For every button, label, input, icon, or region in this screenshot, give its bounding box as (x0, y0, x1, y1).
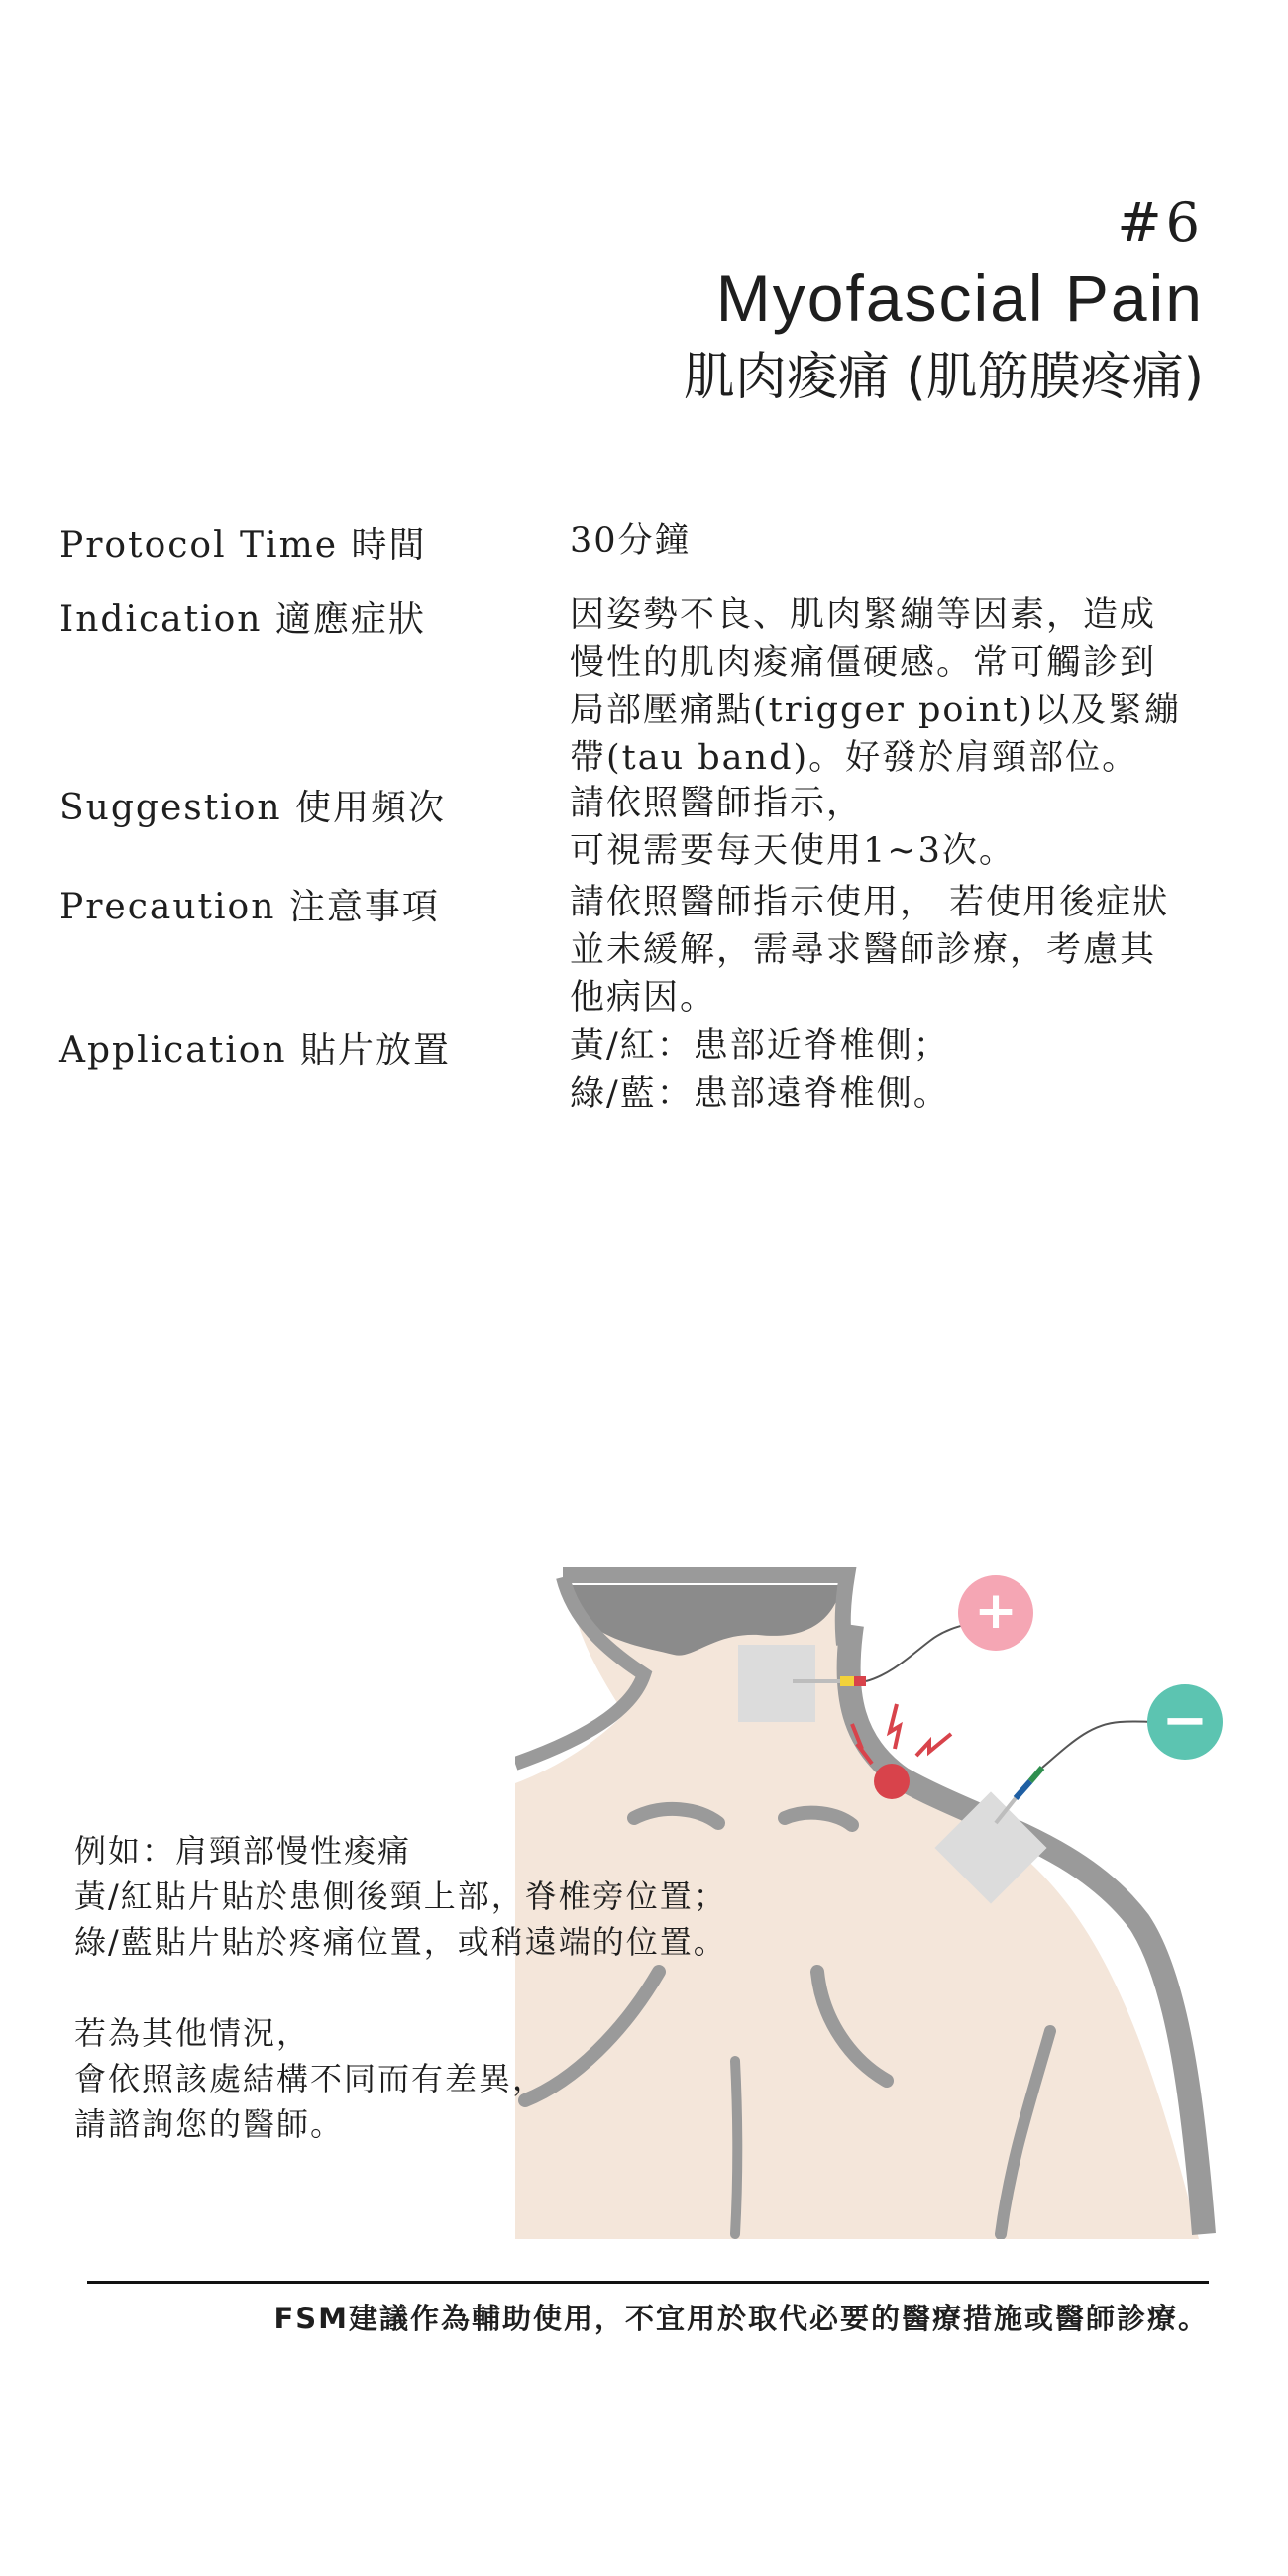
example-line: 會依照該處結構不同而有差異， (74, 2060, 547, 2097)
label-precaution: Precaution 注意事項 (59, 887, 440, 927)
blue-clip (1016, 1781, 1030, 1798)
pain-spark-icon (916, 1734, 951, 1756)
pain-point-icon (874, 1764, 910, 1799)
negative-symbol: − (1161, 1688, 1209, 1753)
value-application (570, 1022, 1283, 1118)
title-chinese: 肌肉痠痛 (肌筋膜疼痛) (683, 348, 1204, 407)
value-line: 慢性的肌肉痠痛僵硬感。常可觸診到 (570, 643, 1157, 683)
value-line: 局部壓痛點(trigger point)以及緊繃 (570, 691, 1181, 730)
protocol-number: #6 (1117, 191, 1204, 254)
value-line: 請依照醫師指示使用， 若使用後症狀 (570, 883, 1170, 922)
value-protocol-time (570, 517, 1283, 565)
example-line: 例如：肩頸部慢性痠痛 (74, 1832, 412, 1870)
muscle-line (735, 2061, 737, 2234)
spacer (74, 1965, 727, 2010)
value-line: 綠/藍：患部遠脊椎側。 (570, 1074, 950, 1114)
label-protocol-time: Protocol Time 時間 (59, 525, 427, 566)
value-precaution (570, 879, 1283, 1021)
value-line: 可視需要每天使用1~3次。 (570, 831, 1016, 871)
example-line: 黃/紅貼片貼於患側後頸上部，脊椎旁位置； (74, 1878, 727, 1915)
positive-symbol: + (974, 1581, 1018, 1641)
red-clip (854, 1676, 866, 1686)
yellow-clip (840, 1676, 854, 1686)
value-line: 並未緩解，需尋求醫師診療，考慮其 (570, 930, 1157, 970)
pain-spark-icon (890, 1704, 900, 1749)
value-line: 30分鐘 (570, 521, 692, 561)
divider (87, 2281, 1209, 2284)
page-header (684, 188, 1204, 412)
value-line: 請依照醫師指示， (570, 784, 864, 823)
value-indication (570, 591, 1283, 782)
example-line: 綠/藍貼片貼於疼痛位置，或稍遠端的位置。 (74, 1923, 727, 1961)
example-line: 若為其他情況， (74, 2014, 311, 2052)
label-suggestion: Suggestion 使用頻次 (59, 788, 447, 828)
value-line: 因姿勢不良、肌肉緊繃等因素，造成 (570, 595, 1157, 635)
value-line: 帶(tau band)。好發於肩頸部位。 (570, 738, 1139, 778)
example-line: 請諮詢您的醫師。 (74, 2105, 345, 2143)
green-clip (1030, 1768, 1042, 1781)
value-suggestion (570, 780, 1283, 875)
example-text (74, 1828, 727, 2147)
value-line: 他病因。 (570, 978, 717, 1018)
label-application: Application 貼片放置 (59, 1030, 452, 1071)
label-indication: Indication 適應症狀 (59, 599, 426, 640)
disclaimer: FSM建議作為輔助使用，不宜用於取代必要的醫療措施或醫師診療。 (273, 2302, 1209, 2335)
value-line: 黃/紅：患部近脊椎側； (570, 1026, 950, 1066)
title-english: Myofascial Pain (715, 262, 1204, 335)
